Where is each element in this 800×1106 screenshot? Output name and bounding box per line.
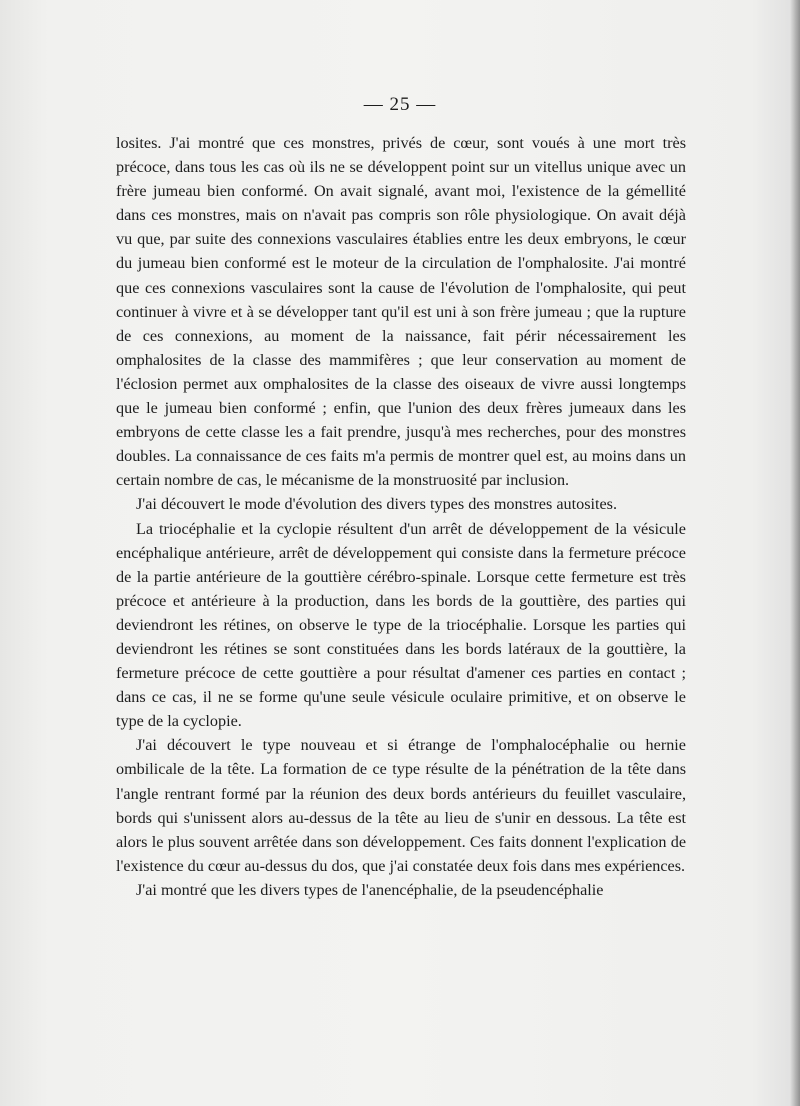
paragraph-2: J'ai découvert le mode d'évolution des divers types des monstres autosites. xyxy=(136,495,618,514)
page-edge-shadow xyxy=(790,0,800,1106)
page-number: — 25 — xyxy=(363,94,437,115)
body-text xyxy=(116,131,686,902)
paragraph-1: losites. J'ai montré que ces monstres, privés de cœur, sont voués à une mort très précoce, dans tous les cas où ils ne se développent point sur un vitellus unique avec un frère jumeau bien conformé. On avait signalé, avant moi, l'existence de la gémellité dans ces monstres, mais on n'avait pas compris son rôle physiologique. On avait déjà vu que, par suite des connexions vasculaires établies entre les deux embryons, le cœur du jumeau bien conformé est le moteur de la circulation de l'omphalosite. J'ai montré que ces connexions vasculaires sont la cause de l'évolution de l'omphalosite, qui peut continuer à vivre et à se développer tant qu'il est uni à son frère jumeau ; que la rupture de ces connexions, au moment de la naissance, fait périr nécessairement les omphalosites de la classe des mammifères ; que leur conservation au moment de l'éclosion permet aux omphalosites de la classe des oiseaux de vivre aussi longtemps que le jumeau bien conformé ; enfin, que l'union des deux frères jumeaux dans les embryons de cette classe les a fait prendre, jusqu'à mes recherches, pour des monstres doubles. La connaissance de ces faits m'a permis de montrer quel est, au moins dans un certain nombre de cas, le mécanisme de la monstruosité par inclusion. xyxy=(116,134,686,490)
paragraph-4: J'ai découvert le type nouveau et si étrange de l'omphalocéphalie ou hernie ombilicale de la tête. La formation de ce type résulte de la pénétration de la tête dans l'angle rentrant formé par la réunion des deux bords antérieurs du feuillet vasculaire, bords qui s'unissent alors au-dessus de la tête au lieu de s'unir en dessous. La tête est alors le plus souvent arrêtée dans son développement. Ces faits donnent l'explication de l'existence du cœur au-dessus du dos, que j'ai constatée deux fois dans mes expériences. xyxy=(116,736,686,875)
paragraph-5: J'ai montré que les divers types de l'anencéphalie, de la pseudencéphalie xyxy=(136,880,604,899)
paragraph-3: La triocéphalie et la cyclopie résultent d'un arrêt de développement de la vésicule encéphalique antérieure, arrêt de développement qui consiste dans la fermeture précoce de la partie antérieure de la gouttière cérébro-spinale. Lorsque cette fermeture est très précoce et antérieure à la production, dans les bords de la gouttière, des parties qui deviendront les rétines, on observe le type de la triocéphalie. Lorsque les parties qui deviendront les rétines se sont constituées dans les bords latéraux de la gouttière, la fermeture précoce de cette gouttière a pour résultat d'amener ces parties en contact ; dans ce cas, il ne se forme qu'une seule vésicule oculaire primitive, et on observe le type de la cyclopie. xyxy=(116,519,686,731)
